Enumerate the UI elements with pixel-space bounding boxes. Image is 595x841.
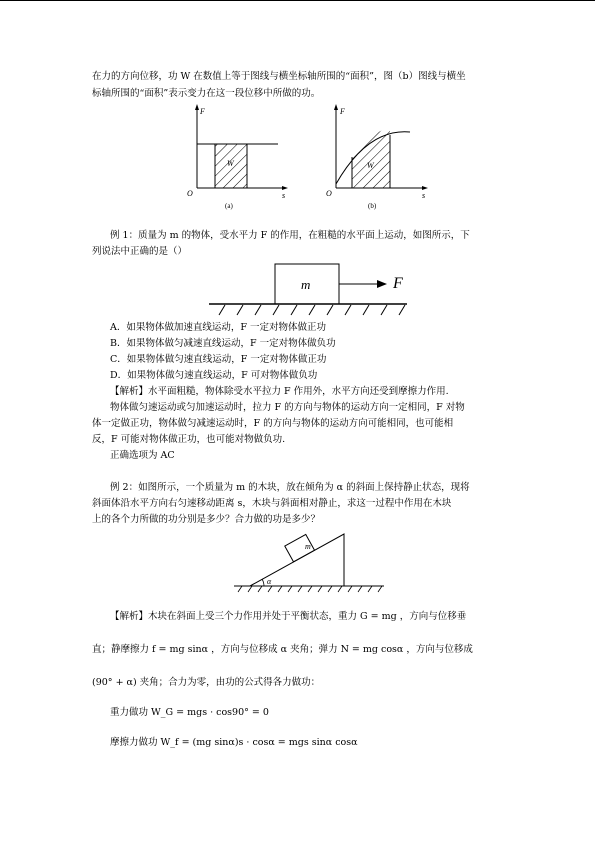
option-b: B．如果物体做匀减速直线运动，F 一定对物体做负功 bbox=[110, 338, 336, 349]
ground-hatch bbox=[219, 305, 405, 315]
example2-analysis-1: 【解析】木块在斜面上受三个力作用并处于平衡状态，重力 G = mg ，方向与位移垂 bbox=[110, 611, 467, 622]
work-area bbox=[352, 124, 390, 188]
block-label: m bbox=[301, 277, 311, 292]
example2-line-2: 斜面体沿水平方向右匀速移动距离 s，木块与斜面相对静止，求这一过程中作用在木块 bbox=[92, 498, 452, 509]
intro-line-1: 在力的方向位移，功 W 在数值上等于图线与横坐标轴所围的“面积”，图（b）图线与横坐 bbox=[92, 71, 466, 82]
example1-line-2: 列说法中正确的是（） bbox=[92, 246, 188, 257]
example2-line-3: 上的各个力所做的功分别是多少？合力做的功是多少？ bbox=[92, 514, 321, 525]
friction-work: 摩擦力做功 W_f = (mg sinα)s · cosα = mgs sinα cosα bbox=[110, 737, 358, 748]
example2-line-1: 例 2：如图所示，一个质量为 m 的木块，放在倾角为 α 的斜面上保持静止状态，现将 bbox=[110, 482, 470, 493]
example1-figure bbox=[205, 258, 425, 320]
option-c: C．如果物体做匀速直线运动，F 一定对物体做正功 bbox=[110, 354, 327, 365]
x-label: s bbox=[422, 191, 426, 200]
y-label: F bbox=[200, 107, 205, 116]
force-label: F bbox=[393, 275, 403, 292]
angle-label: α bbox=[267, 577, 272, 586]
origin-label: O bbox=[326, 189, 332, 198]
intro-line-2: 标轴所围的“面积”表示变力在这一段位移中所做的功。 bbox=[92, 88, 321, 99]
example1-line-1: 例 1：质量为 m 的物体，受水平力 F 的作用，在粗糙的水平面上运动，如图所示，下 bbox=[110, 230, 470, 241]
area-label: W bbox=[367, 161, 374, 170]
example2-analysis-2: 直；静摩擦力 f = mg sinα ，方向与位移成 α 夹角；弹力 N = mg cosα ，方向与位移成 bbox=[92, 644, 473, 655]
example1-analysis-2: 物体做匀速运动或匀加速运动时，拉力 F 的方向与物体的运动方向一定相同，F 对物 bbox=[110, 402, 465, 413]
example2-analysis-3: (90° + α) 夹角；合力为零，由功的公式得各力做功： bbox=[92, 677, 321, 688]
option-a: A．如果物体做加速直线运动，F 一定对物体做正功 bbox=[110, 322, 326, 333]
top-rule bbox=[0, 0, 595, 1]
caption-a: (a) bbox=[225, 202, 233, 210]
example1-answer: 正确选项为 AC bbox=[110, 450, 175, 461]
x-label: s bbox=[282, 191, 286, 200]
option-d: D．如果物体做匀速直线运动，F 可对物体做负功 bbox=[110, 370, 318, 381]
gravity-work: 重力做功 W_G = mgs · cos90° = 0 bbox=[110, 707, 269, 718]
example1-analysis-4: 反，F 可能对物体做正功，也可能对物做负功. bbox=[92, 434, 286, 445]
example1-analysis-1: 【解析】水平面粗糙，物体除受水平拉力 F 作用外，水平方向还受到摩擦力作用. bbox=[110, 386, 449, 397]
caption-b: (b) bbox=[368, 202, 377, 210]
example2-figure bbox=[228, 526, 388, 596]
figure-a bbox=[178, 104, 290, 212]
area-label: W bbox=[227, 159, 234, 168]
origin-label: O bbox=[187, 189, 193, 198]
figure-b bbox=[318, 104, 430, 212]
block-label: m bbox=[305, 542, 311, 551]
ground-hatch bbox=[238, 586, 382, 592]
y-label: F bbox=[340, 107, 345, 116]
example1-analysis-3: 体一定做正功，物体做匀减速运动时，F 的方向与物体的运动方向可能相同，也可能相 bbox=[92, 418, 454, 429]
